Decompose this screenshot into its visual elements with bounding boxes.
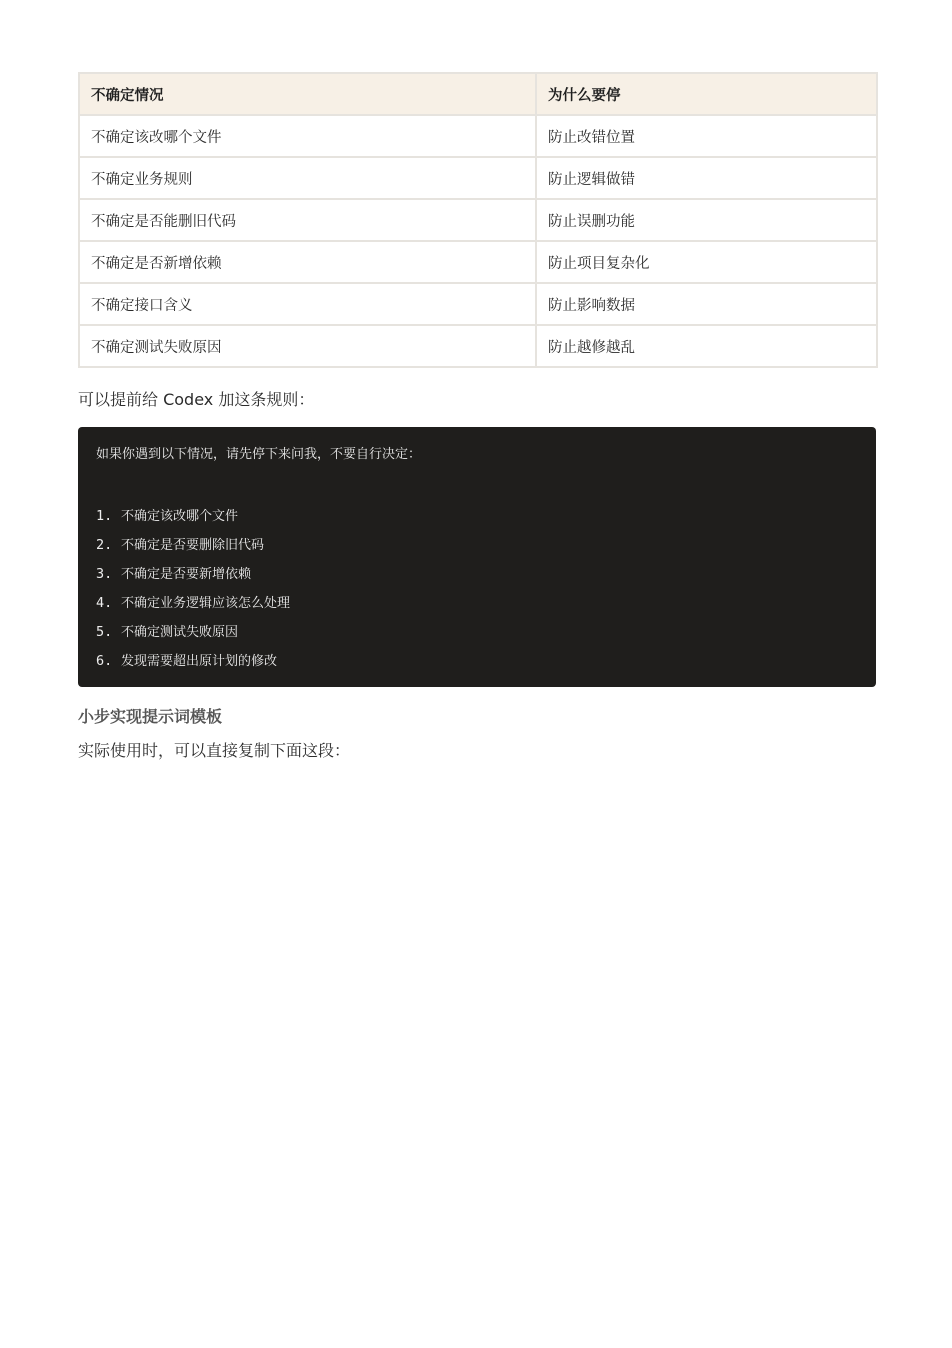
code-list-number: 3. xyxy=(96,566,113,582)
code-list-number: 2. xyxy=(96,537,113,553)
code-list-text: 不确定是否要删除旧代码 xyxy=(121,538,265,553)
copy-intro-paragraph: 实际使用时，可以直接复制下面这段： xyxy=(78,741,351,760)
table-row xyxy=(79,325,877,367)
code-list-item xyxy=(96,531,858,560)
table-header-reason: 为什么要停 xyxy=(536,73,877,115)
code-blank-line xyxy=(96,466,858,502)
table-cell-situation: 不确定业务规则 xyxy=(79,157,536,199)
table-cell-situation: 不确定是否能删旧代码 xyxy=(79,199,536,241)
code-list-text: 发现需要超出原计划的修改 xyxy=(121,654,278,669)
section-heading: 小步实现提示词模板 xyxy=(78,707,223,726)
table-header-row xyxy=(79,73,877,115)
table-cell-situation: 不确定是否新增依赖 xyxy=(79,241,536,283)
code-list-number: 5. xyxy=(96,624,113,640)
table-row xyxy=(79,157,877,199)
table-cell-reason: 防止影响数据 xyxy=(536,283,877,325)
code-list-text: 不确定该改哪个文件 xyxy=(121,509,239,524)
code-list xyxy=(96,502,858,676)
table-cell-situation: 不确定测试失败原因 xyxy=(79,325,536,367)
table-header-situation: 不确定情况 xyxy=(79,73,536,115)
code-list-item xyxy=(96,647,858,676)
table-cell-situation: 不确定该改哪个文件 xyxy=(79,115,536,157)
code-intro-line: 如果你遇到以下情况，请先停下来问我，不要自行决定： xyxy=(96,447,422,462)
code-list-number: 6. xyxy=(96,653,113,669)
code-list-item xyxy=(96,560,858,589)
rule-intro-paragraph: 可以提前给 Codex 加这条规则： xyxy=(78,390,315,409)
code-list-number: 4. xyxy=(96,595,113,611)
document-page xyxy=(78,72,876,762)
table-cell-reason: 防止项目复杂化 xyxy=(536,241,877,283)
code-list-text: 不确定是否要新增依赖 xyxy=(121,567,252,582)
code-list-item xyxy=(96,502,858,531)
code-block[interactable] xyxy=(78,427,876,687)
table-cell-reason: 防止逻辑做错 xyxy=(536,157,877,199)
table-cell-reason: 防止越修越乱 xyxy=(536,325,877,367)
table-row xyxy=(79,115,877,157)
table-row xyxy=(79,283,877,325)
table-row xyxy=(79,199,877,241)
table-cell-situation: 不确定接口含义 xyxy=(79,283,536,325)
uncertainty-table xyxy=(78,72,878,368)
table-cell-reason: 防止改错位置 xyxy=(536,115,877,157)
table-cell-reason: 防止误删功能 xyxy=(536,199,877,241)
code-list-number: 1. xyxy=(96,508,113,524)
code-list-text: 不确定测试失败原因 xyxy=(121,625,239,640)
code-list-text: 不确定业务逻辑应该怎么处理 xyxy=(121,596,291,611)
code-list-item xyxy=(96,618,858,647)
code-list-item xyxy=(96,589,858,618)
table-row xyxy=(79,241,877,283)
